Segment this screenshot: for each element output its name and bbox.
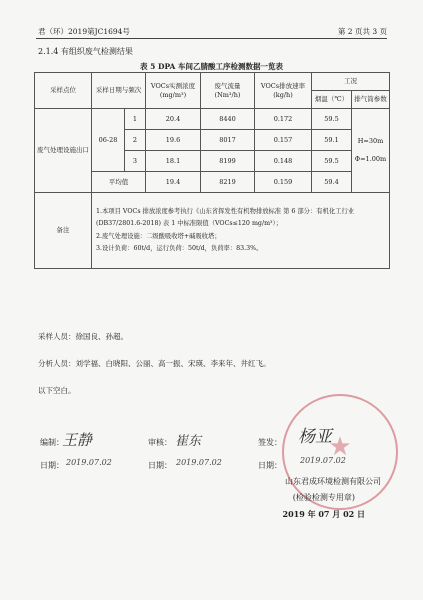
note-line-3: 2.废气处理设施：二级酸吸收塔+碱吸收塔；: [96, 232, 221, 240]
header-rate: VOCs排放速率 (kg/h): [255, 73, 312, 109]
conc-cell: 20.4: [146, 109, 201, 130]
table-row: [35, 109, 390, 130]
analysts-line: 分析人员：刘学福、白晓阳、公丽、高一振、宋瑛、李来年、井红飞。: [38, 359, 271, 368]
seal-note: (检验检测专用章): [292, 493, 355, 502]
reviewer-date-label: 日期：: [148, 461, 172, 470]
issuer-date-label: 日期：: [258, 461, 282, 470]
average-conc: 19.4: [146, 172, 201, 193]
conc-cell: 19.6: [146, 130, 201, 151]
header-temp: 烟温（℃）: [312, 91, 352, 109]
reviewer-label: 审核：: [148, 438, 172, 447]
freq-cell: 1: [125, 109, 146, 130]
flow-cell: 8199: [201, 151, 255, 172]
organization-name: 山东君成环境检测有限公司: [285, 477, 381, 486]
average-rate: 0.159: [255, 172, 312, 193]
notes-row: [35, 193, 390, 269]
header-date-freq: 采样日期与频次: [92, 73, 146, 109]
editor-signature: 王静: [62, 431, 93, 449]
issuer-date: 2019.07.02: [300, 456, 346, 465]
notes-content: [92, 193, 390, 269]
flow-cell: 8017: [201, 130, 255, 151]
temp-cell: 59.1: [312, 130, 352, 151]
notes-label: 备注: [35, 193, 92, 269]
rate-cell: 0.157: [255, 130, 312, 151]
editor-date: 2019.07.02: [66, 458, 112, 467]
conc-cell: 18.1: [146, 151, 201, 172]
seal-star-icon: ★: [328, 432, 352, 462]
freq-cell: 2: [125, 130, 146, 151]
header-location: 采样点位: [35, 73, 92, 109]
temp-cell: 59.5: [312, 151, 352, 172]
reviewer-signature: 崔东: [175, 434, 202, 449]
issuer-label: 签发：: [258, 438, 282, 447]
header-concentration: VOCs实测浓度 (mg/m³): [146, 73, 201, 109]
temp-cell: 59.5: [312, 109, 352, 130]
location-cell: 废气处理设施出口: [35, 109, 92, 193]
samplers-line: 采样人员：徐国良、孙超。: [38, 332, 128, 341]
reviewer-date: 2019.07.02: [176, 458, 222, 467]
rate-cell: 0.148: [255, 151, 312, 172]
end-note: 以下空白。: [38, 386, 76, 395]
note-line-1: 1.本项目 VOCs 排放浓度参考执行《山东省挥发性有机物排放标准 第 6 部分：有机化工行业: [96, 207, 355, 215]
note-line-2: (DB37/2801.6-2018) 表 1 中标准限值（VOCs≤120 mg/m³）；: [96, 220, 283, 228]
date-cell: 06-28: [92, 109, 125, 172]
table-caption: 表 5 DPA 车间乙腈酸工序检测数据一览表: [140, 62, 283, 71]
page-info: 第 2 页共 3 页: [337, 27, 387, 36]
rate-cell: 0.172: [255, 109, 312, 130]
header-condition: 工况: [312, 73, 390, 91]
average-temp: 59.4: [312, 172, 352, 193]
freq-cell: 3: [125, 151, 146, 172]
flow-cell: 8440: [201, 109, 255, 130]
header-divider: [36, 38, 387, 39]
document-number: 君（环）2019第JC1694号: [38, 27, 130, 36]
header-stack: 排气筒参数: [352, 91, 390, 109]
header-flow: 废气流量 (Nm³/h): [201, 73, 255, 109]
issuer-signature: 杨亚: [298, 427, 332, 447]
results-table: [34, 72, 390, 269]
section-title: 2.1.4 有组织废气检测结果: [38, 47, 133, 56]
stack-params-cell: H=30m Φ=1.00m: [352, 109, 390, 193]
editor-label: 编制：: [40, 438, 64, 447]
report-date: 2019 年 07 月 02 日: [282, 509, 365, 519]
average-flow: 8219: [201, 172, 255, 193]
average-label: 平均值: [92, 172, 146, 193]
editor-date-label: 日期：: [40, 461, 64, 470]
note-line-4: 3.设计负荷：60t/d，运行负荷：50t/d，负荷率：83.3%。: [96, 244, 263, 252]
